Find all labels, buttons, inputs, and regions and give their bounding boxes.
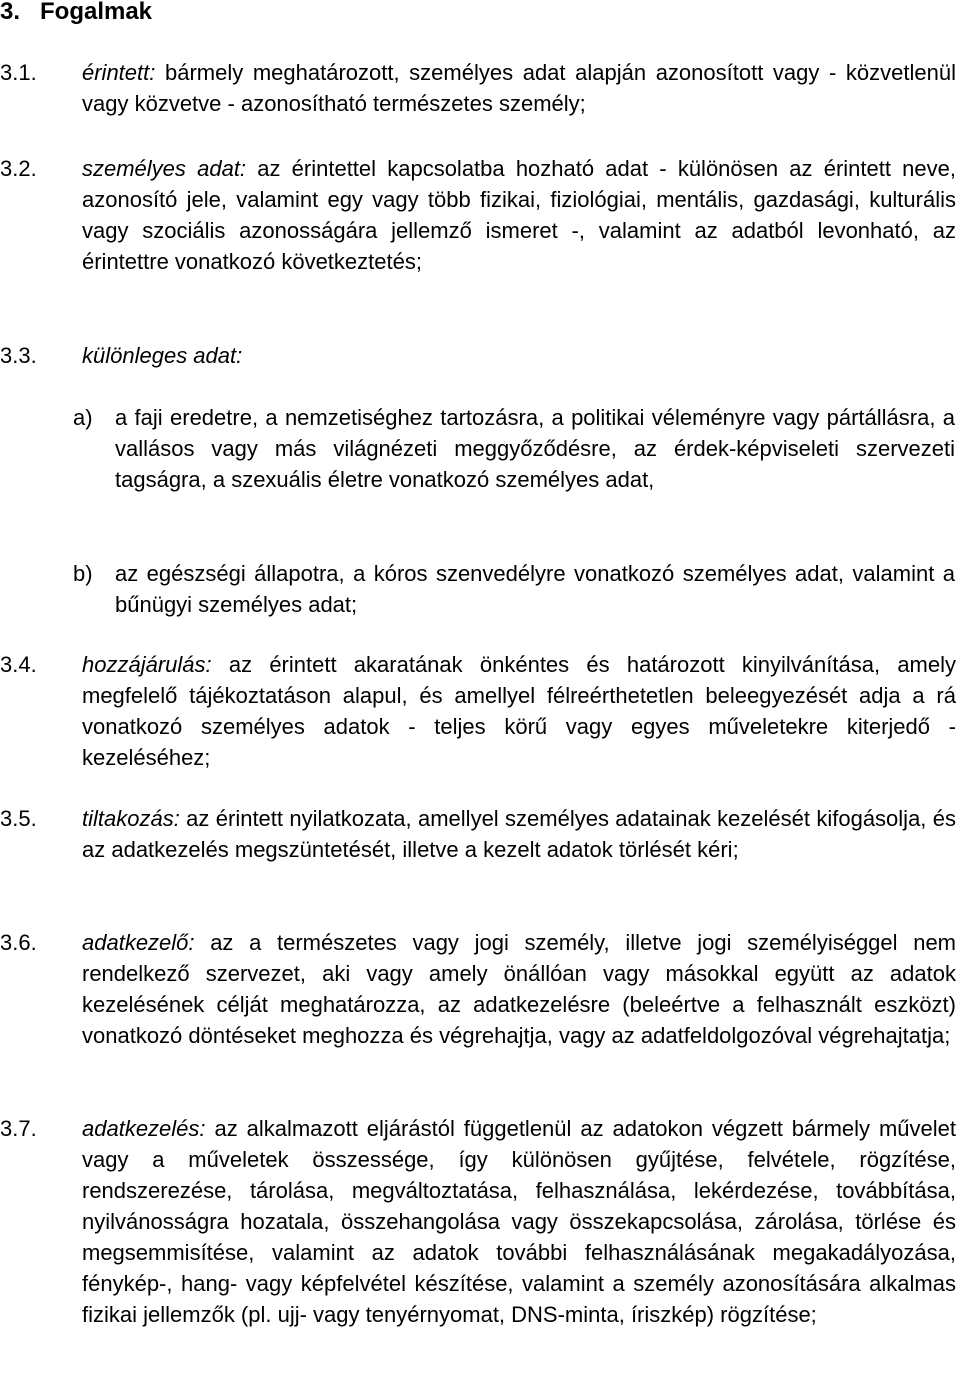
item-text: az érintett akaratának önkéntes és határozott kinyilvánítása, amely megfelelő tájékoztatáson alapul, és amellyel félreérthetetlen beleegyezését adja a rá vonatkozó személyes adatok - teljes körű vagy egyes műveletekre kiterjedő - kezeléséhez; xyxy=(82,652,956,770)
item-term: tiltakozás: xyxy=(82,806,180,831)
item-term: különleges adat: xyxy=(82,343,243,368)
item-body xyxy=(82,927,956,1051)
section-number: 3. xyxy=(0,0,21,25)
section-title: Fogalmak xyxy=(40,0,153,25)
item-body xyxy=(82,153,956,277)
item-term: érintett: xyxy=(82,60,156,85)
item-number: 3.5. xyxy=(0,806,37,831)
item-term: adatkezelés: xyxy=(82,1116,206,1141)
item-body xyxy=(82,1113,956,1330)
item-body xyxy=(82,340,956,371)
item-number: 3.1. xyxy=(0,60,37,85)
item-body xyxy=(82,57,956,119)
item-body xyxy=(82,803,956,865)
subitem-letter: a) xyxy=(73,405,93,430)
section-heading xyxy=(0,0,152,30)
item-number: 3.6. xyxy=(0,930,37,955)
item-text: az a természetes vagy jogi személy, illetve jogi személyiséggel nem rendelkező szervezet, aki vagy amely önállóan vagy másokkal együtt az adatok kezelésének célját meghatározza, az adatkezelésre (beleértve a felhasznált eszközt) vonatkozó döntéseket meghozza és végrehajtja, vagy az adatfeldolgozóval végrehajtatja; xyxy=(82,930,956,1048)
item-text: bármely meghatározott, személyes adat alapján azonosított vagy - közvetlenül vagy közvetve - azonosítható természetes személy; xyxy=(82,60,956,116)
item-number: 3.7. xyxy=(0,1116,37,1141)
subitem-letter: b) xyxy=(73,561,93,586)
item-number: 3.4. xyxy=(0,652,37,677)
item-text: az érintettel kapcsolatba hozható adat - különösen az érintett neve, azonosító jele, valamint egy vagy több fizikai, fiziológiai, mentális, gazdasági, kulturális vagy szociális azonosságára jellemző ismeret -, valamint az adatból levonható, az érintettre vonatkozó következtetés; xyxy=(82,156,956,274)
item-number: 3.2. xyxy=(0,156,37,181)
item-body xyxy=(82,649,956,773)
subitem-text: a faji eredetre, a nemzetiséghez tartozásra, a politikai véleményre vagy pártállásra, a vallásos vagy más világnézeti meggyőződésre, az érdek-képviseleti szervezeti tagságra, a szexuális életre vonatkozó személyes adat, xyxy=(115,405,955,492)
item-number: 3.3. xyxy=(0,343,37,368)
subitem-text: az egészségi állapotra, a kóros szenvedélyre vonatkozó személyes adat, valamint a bűnügyi személyes adat; xyxy=(115,561,955,617)
item-term: személyes adat: xyxy=(82,156,247,181)
item-term: hozzájárulás: xyxy=(82,652,212,677)
item-text: az érintett nyilatkozata, amellyel személyes adatainak kezelését kifogásolja, és az adatkezelés megszüntetését, illetve a kezelt adatok törlését kéri; xyxy=(82,806,956,862)
item-term: adatkezelő: xyxy=(82,930,195,955)
item-text: az alkalmazott eljárástól függetlenül az adatokon végzett bármely művelet vagy a műveletek összessége, így különösen gyűjtése, felvétele, rögzítése, rendszerezése, tárolása, megváltoztatása, felhasználása, lekérdezése, továbbítása, nyilvánosságra hozatala, összehangolása vagy összekapcsolása, zárolása, törlése és megsemmisítése, valamint az adatok további felhasználásának megakadályozása, fénykép-, hang- vagy képfelvétel készítése, valamint a személy azonosítására alkalmas fizikai jellemzők (pl. ujj- vagy tenyérnyomat, DNS-minta, íriszkép) rögzítése; xyxy=(82,1116,956,1327)
